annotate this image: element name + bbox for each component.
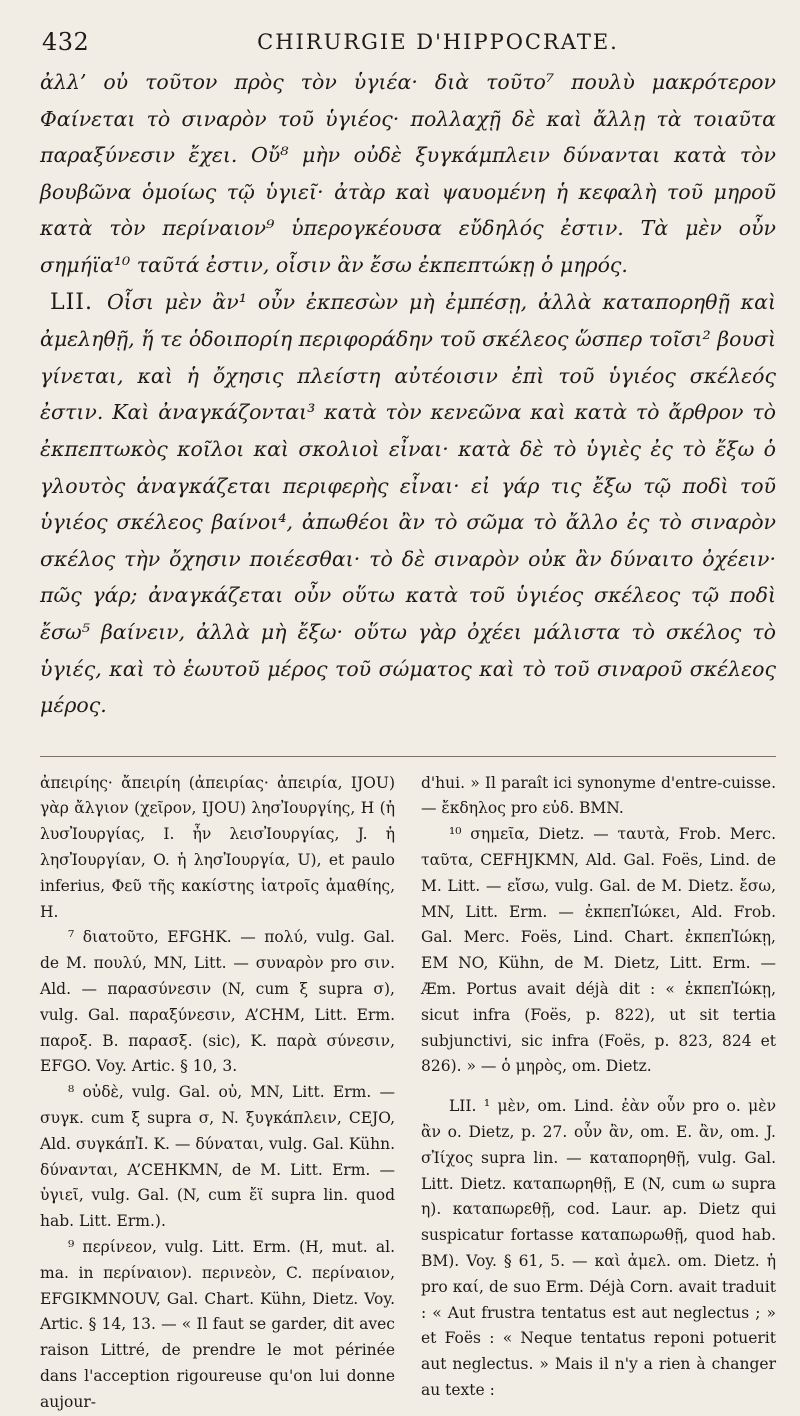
footnote: ἀπειρίης· ἄπειρίη (ἀπειρίας· ἀπειρία, IJOU) γὰρ ἄλγιον (χεῖρον, IJOU) λησἸουργίης, H (ἡ λυσἸουργίας, I. ἦν λεισἸουργίας, J. ἡ λησἸουργίαν, O. ἡ λησἸουργία, U), et paulo inferius, Φεῦ τῆς κακίστης ἰατροῖς ἀμαθίης, H. [40, 773, 395, 921]
footnote: d'hui. » Il paraît ici synonyme d'entre-cuisse. — ἔκδηλος pro εὐδ. BMN. [421, 773, 776, 818]
footnote: LII. ¹ μὲν, om. Lind. ἐὰν οὖν pro ο. μὲν ἂν ο. Dietz, p. 27. οὖν ἂν, om. E. ἂν, om. J. σἸίχος supra lin. — καταπορηθῇ, vulg. Gal. Litt. Dietz. καταπωρηθῇ, E (N, cum ω supra η). καταπωρεθῇ, cod. Laur. ap. Dietz qui suspicatur fortasse καταπωρωθῇ, quod hab. BM). Voy. § 61, 5. — καὶ ἀμελ. om. Dietz. ἡ pro καί, de suo Erm. Déjà Corn. avait traduit : « Aut frustra tentatus est aut neglectus ; » et Foës : « Neque tentatus reponi potuerit aut neglectus. » Mais il n'y a rien à changer au texte : [421, 1097, 776, 1400]
main-greek-text [40, 64, 776, 724]
running-head [40, 0, 776, 64]
chapter-paragraph [40, 284, 776, 724]
page-number: 432 [42, 28, 90, 56]
chapter-text: Οἷσι μὲν ἂν¹ οὖν ἐκπεσὼν μὴ ἐμπέσῃ, ἀλλὰ καταπορηθῇ καὶ ἀμεληθῇ, ἥ τε ὁδοιπορίη περιφοράδην τοῦ σκέλεος ὥσπερ τοῖσι² βουσὶ γίνεται, καὶ ἡ ὄχησις πλείστη αὐτέοισιν ἐπὶ τοῦ ὑγιέος σκέλεός ἐστιν. Καὶ ἀναγκάζονται³ κατὰ τὸν κενεῶνα καὶ κατὰ τὸ ἄρθρον τὸ ἐκπεπτωκὸς κοῖλοι καὶ σκολιοὶ εἶναι· κατὰ δὲ τὸ ὑγιὲς ἐς τὸ ἔξω ὁ γλουτὸς ἀναγκάζεται περιφερὴς εἶναι· εἰ γάρ τις ἔξω τῷ ποδὶ τοῦ ὑγιέος σκέλεος βαίνοι⁴, ἀπωθέοι ἂν τὸ σῶμα τὸ ἄλλο ἐς τὸ σιναρὸν σκέλος τὴν ὄχησιν ποιέεσθαι· τὸ δὲ σιναρὸν οὐκ ἂν δύναιτο ὀχέειν· πῶς γάρ; ἀναγκάζεται οὖν οὕτω κατὰ τοῦ ὑγιέος σκέλεος τῷ ποδὶ ἔσω⁵ βαίνειν, ἀλλὰ μὴ ἔξω· οὕτω γὰρ ὀχέει μάλιστα τὸ σκέλος τὸ ὑγιές, καὶ τὸ ἑωυτοῦ μέρος τοῦ σώματος καὶ τὸ τοῦ σιναροῦ σκέλεος μέρος. [40, 289, 776, 718]
chapter-number: LII. [50, 289, 93, 315]
footnote: ⁸ οὐδὲ, vulg. Gal. οὐ, MN, Litt. Erm. — συγκ. cum ξ supra σ, N. ξυγκάπλειν, CEJO, Ald. συγκάπἸ. K. — δύναται, vulg. Gal. Kühn. δύνανται, A’CEHKMN, de M. Litt. Erm. — ὑγιεῖ, vulg. Gal. (N, cum ἔϊ supra lin. quod hab. Litt. Erm.). [40, 1083, 395, 1231]
footnote: ⁹ περίνεον, vulg. Litt. Erm. (H, mut. al. ma. in περίναιον). περινεὸν, C. περίναιον, EFGIKMNOUV, Gal. Chart. Kühn, Dietz. Voy. Artic. § 14, 13. — « Il faut se garder, dit avec raison Littré, de prendre le mot périnée dans l'acception rigoureuse qu'on lui donne aujour- [40, 1238, 395, 1411]
footnote: ¹⁰ σημεῖα, Dietz. — ταυτὰ, Frob. Merc. ταῦτα, CEFHJKMN, Ald. Gal. Foës, Lind. de M. Litt. — εἴσω, vulg. Gal. de M. Dietz. ἔσω, MN, Litt. Erm. — ἐκπεπἸώκει, Ald. Frob. Gal. Merc. Foës, Lind. Chart. ἐκπεπἸώκῃ, EM NO, Kühn, de M. Dietz, Litt. Erm. — Æm. Portus avait déjà dit : « ἐκπεπἸώκῃ, sicut infra (Foës, p. 822), ut sit tertia subjunctivi, sic infra (Foës, p. 823, 824 et 826). » — ὁ μηρὸς, om. Dietz. [421, 825, 776, 1076]
footnotes-right-column [421, 771, 776, 1416]
footnote-divider [40, 756, 776, 757]
footnotes [40, 771, 776, 1416]
footnote: ⁷ διατοῦτο, EFGHK. — πολύ, vulg. Gal. de M. πουλύ, MN, Litt. — συναρὸν pro σιν. Ald. — παρασύνεσιν (N, cum ξ supra σ), vulg. Gal. παραξύνεσιν, A’CHM, Litt. Erm. παροξ. B. παρασξ. (sic), K. παρὰ σύνεσιν, EFGO. Voy. Artic. § 10, 3. [40, 928, 395, 1076]
running-title: CHIRURGIE D'HIPPOCRATE. [257, 30, 619, 54]
footnotes-left-column [40, 771, 395, 1416]
paragraph-continuation: ἀλλ’ οὐ τοῦτον πρὸς τὸν ὑγιέα· διὰ τοῦτο⁷ πουλὺ μακρότερον Φαίνεται τὸ σιναρὸν τοῦ ὑγιέος· πολλαχῇ δὲ καὶ ἄλλῃ τὰ τοιαῦτα παραξύνεσιν ἔχει. Οὔ⁸ μὴν οὐδὲ ξυγκάμπλειν δύνανται κατὰ τὸν βουβῶνα ὁμοίως τῷ ὑγιεῖ· ἀτὰρ καὶ ψαυομένη ἡ κεφαλὴ τοῦ μηροῦ κατὰ τὸν περίναιον⁹ ὑπερογκέουσα εὔδηλός ἐστιν. Τὰ μὲν οὖν σημήϊα¹⁰ ταῦτά ἐστιν, οἷσιν ἂν ἔσω ἐκπεπτώκῃ ὁ μηρός. [40, 70, 776, 277]
